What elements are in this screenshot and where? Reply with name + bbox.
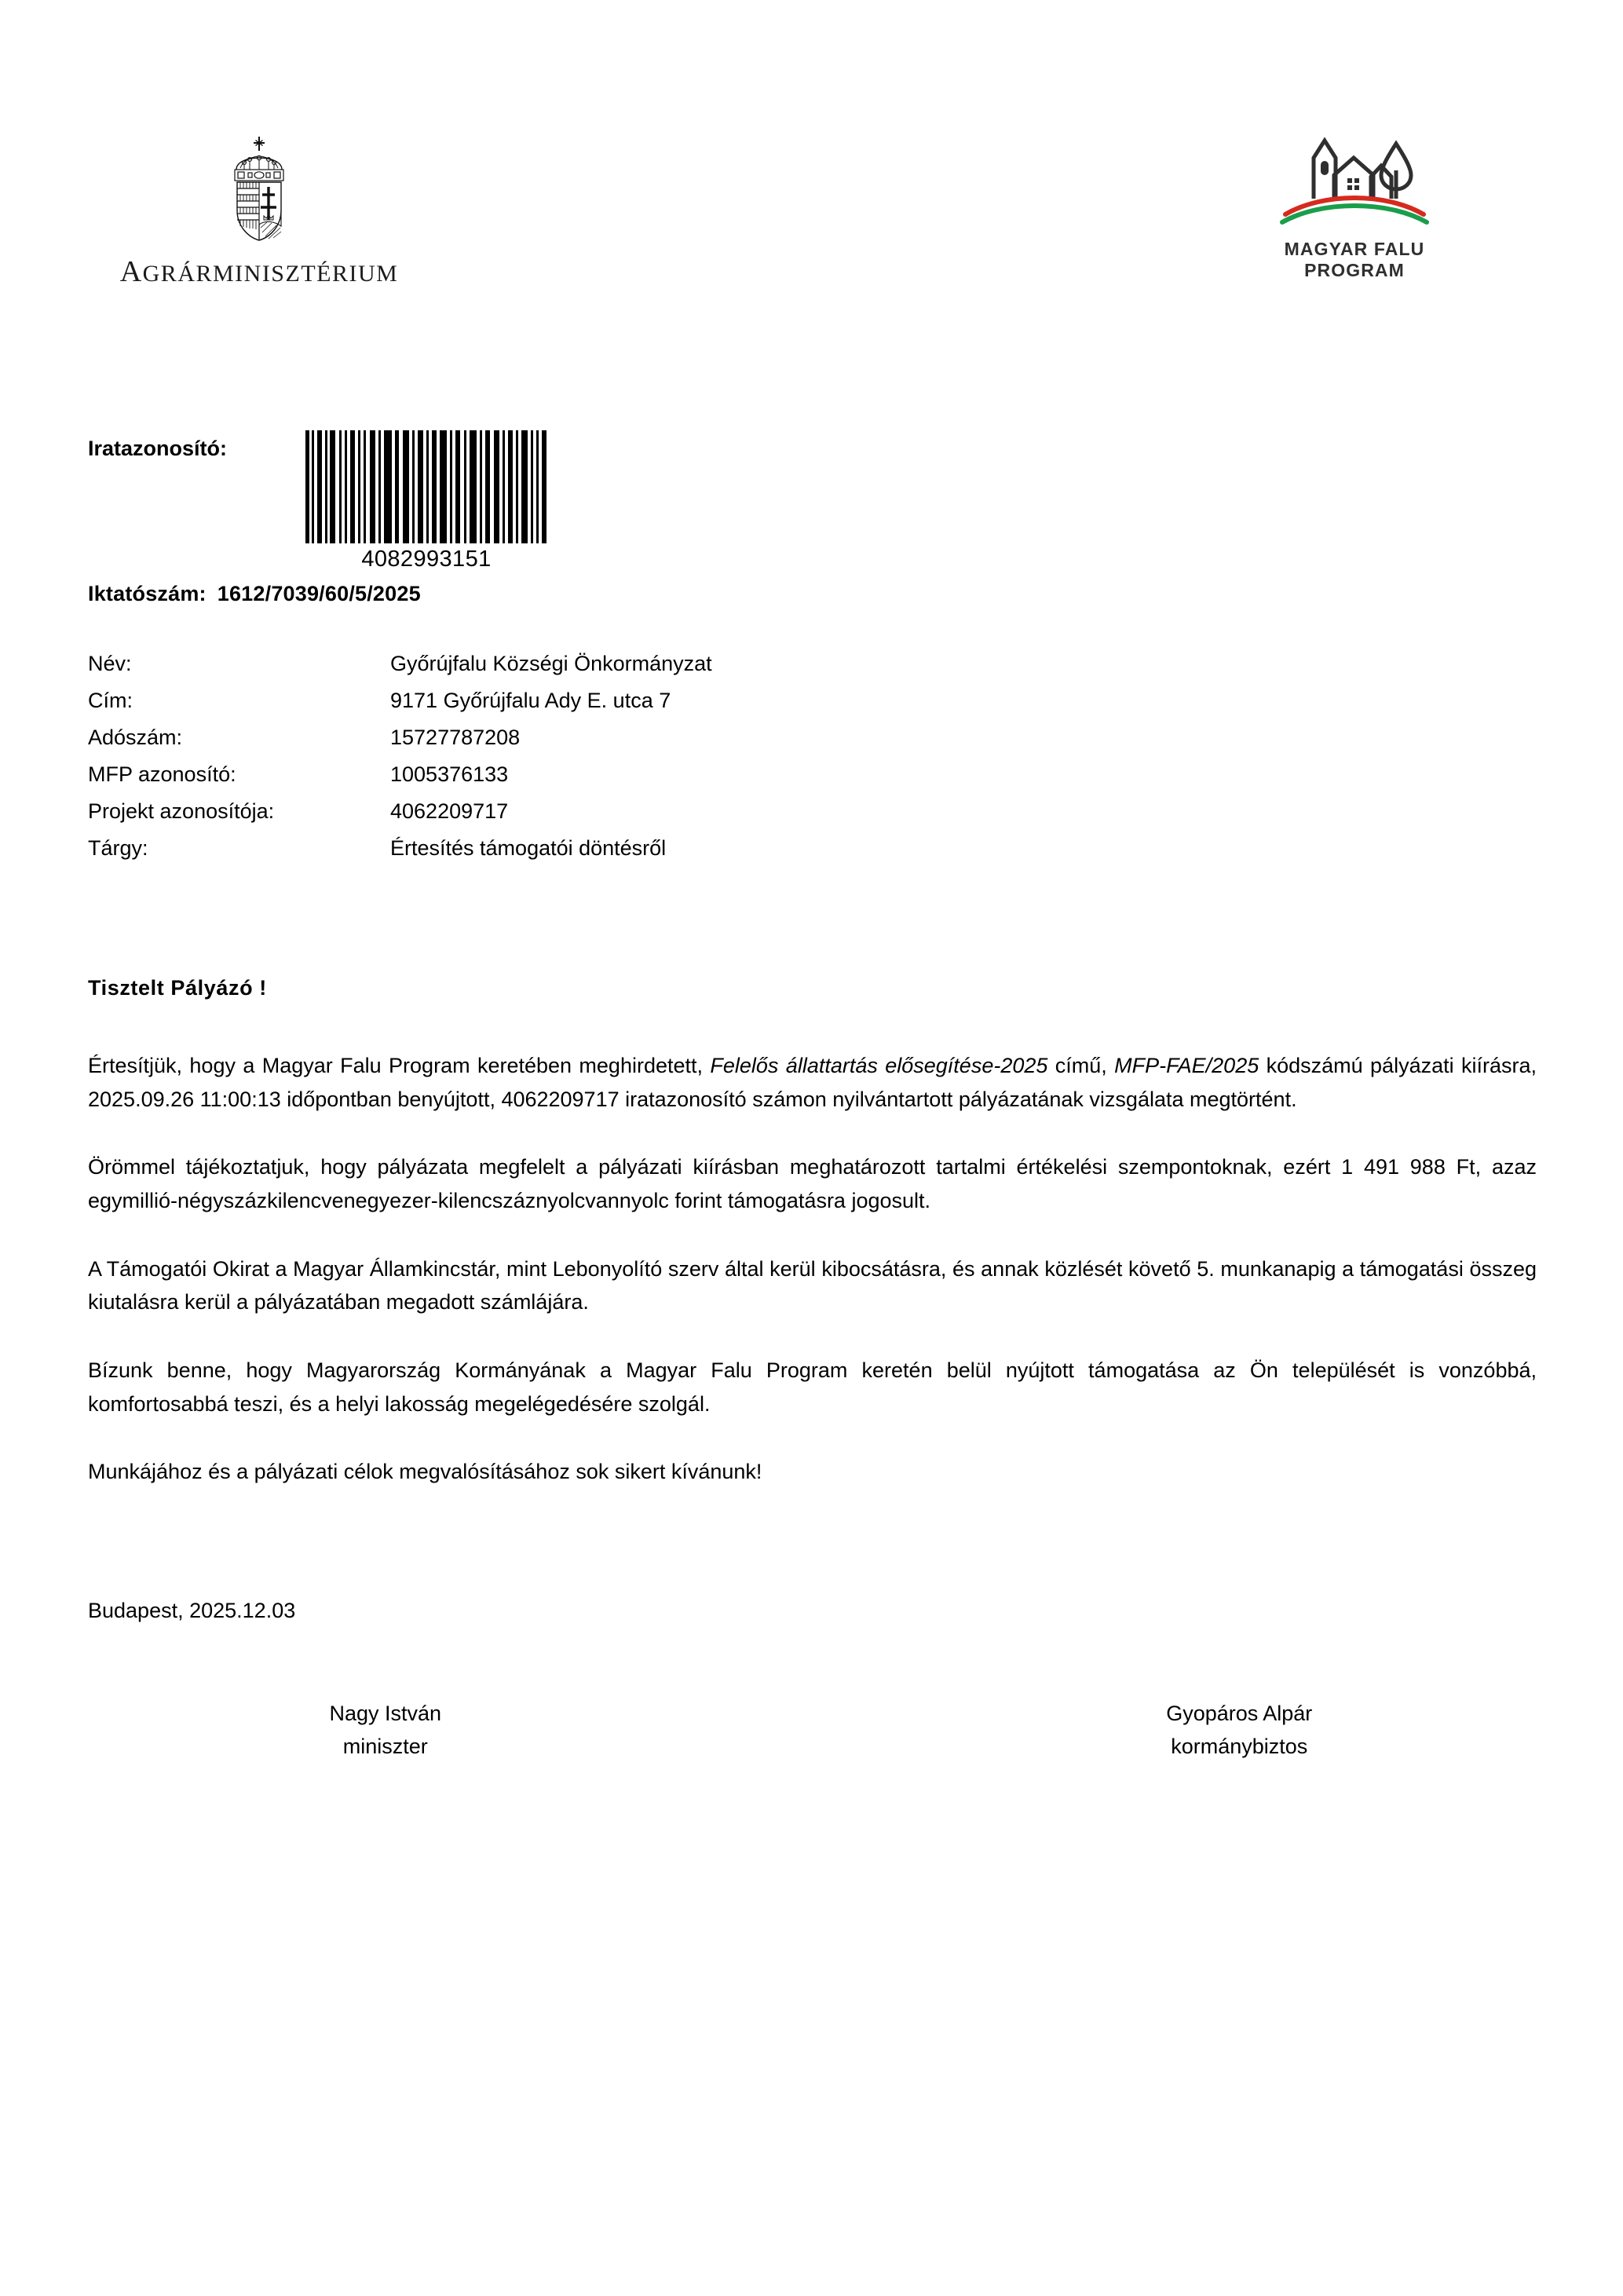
signature-commissioner-name: Gyopáros Alpár (1166, 1702, 1313, 1725)
hungarian-coat-of-arms-icon (223, 133, 295, 243)
field-value-cim: 9171 Győrújfalu Ady E. utca 7 (390, 689, 671, 712)
signature-minister-title: miniszter (342, 1734, 428, 1758)
p1-program-code: MFP-FAE/2025 (1114, 1054, 1259, 1077)
field-label-adoszam: Adószám: (88, 726, 183, 749)
identifier-row (88, 430, 1541, 572)
field-value-mfp-azonosito: 1005376133 (390, 762, 509, 786)
mfp-wordmark-line1: MAGYAR FALU (1284, 239, 1425, 259)
mfp-wordmark-line2: PROGRAM (1304, 259, 1405, 280)
field-label-cim: Cím: (88, 689, 133, 712)
place-and-date: Budapest, 2025.12.03 (88, 1599, 296, 1622)
field-row-targy (88, 838, 1266, 859)
field-row-mfp-azonosito (88, 764, 1266, 785)
p2-text-before-amount: Örömmel tájékoztatjuk, hogy pályázata megfelelt a pályázati kiírásban meghatározott tartalmi értékelési szempontoknak, ezért (88, 1155, 1342, 1179)
paragraph-grant-amount (88, 1150, 1537, 1217)
field-label-targy: Tárgy: (88, 836, 148, 860)
salutation: Tisztelt Pályázó ! (88, 976, 267, 1000)
field-label-mfp-azonosito: MFP azonosító: (88, 762, 236, 786)
signature-minister-name: Nagy István (329, 1702, 442, 1725)
registration-number-value: 1612/7039/60/5/2025 (217, 582, 421, 605)
field-value-projekt-azonosito: 4062209717 (390, 799, 509, 823)
p1-program-title: Felelős állattartás elősegítése-2025 (710, 1054, 1048, 1077)
identifier-label: Iratazonosító: (88, 437, 228, 460)
barcode-icon (304, 430, 549, 543)
field-row-cim (88, 690, 1266, 711)
paragraph-application-received (88, 1049, 1537, 1116)
document-header (0, 0, 1623, 369)
field-label-nev: Név: (88, 652, 132, 675)
magyar-falu-program-village-icon (1276, 130, 1433, 232)
barcode-area (304, 430, 549, 572)
magyar-falu-program-logo (1225, 130, 1484, 280)
paragraph-government-message: Bízunk benne, hogy Magyarország Kormányának a Magyar Falu Program keretén belül nyújtott támogatása az Ön települését is vonzóbbá, komfortosabbá teszi, és a helyi lakosság megelégedésére szolgál. (88, 1358, 1537, 1416)
ministry-logo (94, 133, 424, 289)
signature-commissioner-title: kormánybiztos (1171, 1734, 1308, 1758)
identifier-block (88, 430, 1541, 606)
letter-body (88, 976, 1537, 1489)
field-value-adoszam: 15727787208 (390, 726, 521, 749)
field-label-projekt-azonosito: Projekt azonosítója: (88, 799, 275, 823)
p1-text-after-code: kódszámú pályázati kiírásra, 2025.09.26 11:00:13 időpontban benyújtott, 4062209717 iratazonosító számon nyilvántartott pályázatának vizsgálata megtörtént. (88, 1054, 1537, 1111)
registration-number-row (88, 582, 1541, 606)
paragraph-closing-wishes: Munkájához és a pályázati célok megvalósításához sok sikert kívánunk! (88, 1460, 762, 1484)
p2-text-after-amount: , azaz egymillió-négyszázkilencvenegyezer-kilencszáznyolcvannyolc forint támogatásra jogosult. (88, 1155, 1537, 1212)
p1-text-before-title: Értesítjük, hogy a Magyar Falu Program keretében meghirdetett, (88, 1054, 711, 1077)
field-row-projekt-azonosito (88, 801, 1266, 822)
signature-commissioner (817, 1698, 1537, 1764)
registration-number-label: Iktatószám: (88, 582, 207, 605)
barcode-number: 4082993151 (361, 547, 492, 572)
signature-minister (88, 1698, 817, 1764)
ministry-name-initial: A (119, 255, 143, 288)
ministry-name (94, 254, 424, 289)
signature-block (88, 1698, 1537, 1764)
field-row-nev (88, 653, 1266, 675)
p1-text-middle: című, (1047, 1054, 1115, 1077)
field-value-targy: Értesítés támogatói döntésről (390, 836, 667, 860)
ministry-name-rest: GRÁRMINISZTÉRIUM (142, 261, 399, 287)
field-value-nev: Győrújfalu Községi Önkormányzat (390, 652, 712, 675)
magyar-falu-program-wordmark (1225, 239, 1484, 280)
paragraph-treasury-disbursement: A Támogatói Okirat a Magyar Államkincstár, mint Lebonyolító szerv által kerül kibocsátásra, és annak közlését követő 5. munkanapig a támogatási összeg kiutalásra kerül a pályázatában megadott számlájára. (88, 1256, 1537, 1314)
field-row-adoszam (88, 727, 1266, 748)
grant-amount-value: 1 491 988 Ft (1341, 1155, 1475, 1179)
recipient-fields (88, 653, 1266, 875)
